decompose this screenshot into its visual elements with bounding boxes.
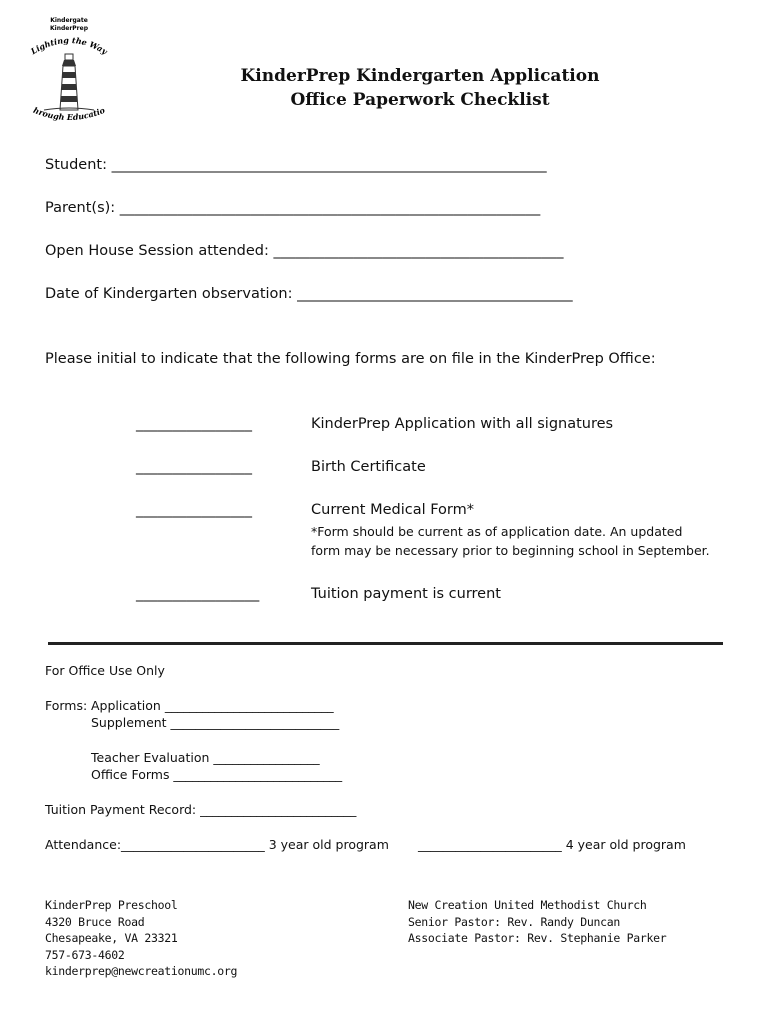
initial-blank-birth-certificate[interactable]: ________________ bbox=[136, 459, 252, 475]
section-divider bbox=[48, 642, 723, 645]
senior-pastor: Senior Pastor: Rev. Randy Duncan bbox=[408, 914, 620, 929]
school-street: 4320 Bruce Road bbox=[45, 914, 145, 929]
logo-line1: Kindergate bbox=[50, 17, 88, 24]
logo-arc-top: ighting the Wa bbox=[34, 34, 105, 54]
footer-school bbox=[45, 897, 237, 980]
office-supplement-field[interactable]: Supplement ___________________________ bbox=[91, 715, 340, 730]
checklist-item-tuition: Tuition payment is current bbox=[311, 586, 501, 602]
attendance-3yr-field[interactable]: _______________________ 3 year old program bbox=[121, 837, 389, 852]
school-phone: 757-673-4602 bbox=[45, 947, 125, 962]
initial-blank-medical-form[interactable]: ________________ bbox=[136, 502, 252, 518]
page-subtitle: Office Paperwork Checklist bbox=[290, 90, 550, 110]
medical-form-note-2: form may be necessary prior to beginning school in September. bbox=[311, 543, 710, 558]
checklist-item-application: KinderPrep Application with all signatures bbox=[311, 416, 614, 432]
initial-blank-tuition[interactable]: _________________ bbox=[136, 586, 260, 602]
office-forms-field[interactable]: Office Forms ___________________________ bbox=[91, 767, 343, 782]
church-name: New Creation United Methodist Church bbox=[408, 898, 647, 912]
tuition-payment-record-field[interactable]: Tuition Payment Record: _________________________ bbox=[45, 802, 357, 817]
school-city: Chesapeake, VA 23321 bbox=[45, 931, 178, 945]
attendance-4yr-field[interactable]: _______________________ 4 year old program bbox=[418, 837, 686, 852]
attendance-label: Attendance: bbox=[45, 837, 122, 852]
open-house-field[interactable]: Open House Session attended: ________________________________________ bbox=[45, 243, 564, 259]
logo bbox=[30, 14, 108, 128]
instructions-text: Please initial to indicate that the following forms are on file in the KinderPrep Office: bbox=[45, 351, 656, 367]
lighthouse-icon bbox=[30, 14, 108, 128]
school-email[interactable]: kinderprep@newcreationumc.org bbox=[45, 964, 238, 978]
student-field[interactable]: Student: ____________________________________________________________ bbox=[45, 157, 547, 173]
logo-arc-bottom: hrough Educatio bbox=[31, 104, 107, 123]
footer-church bbox=[408, 897, 666, 947]
observation-date-field[interactable]: Date of Kindergarten observation: ______________________________________ bbox=[45, 286, 573, 302]
checklist-item-medical-form: Current Medical Form* bbox=[311, 502, 475, 518]
office-use-heading: For Office Use Only bbox=[45, 663, 165, 678]
logo-line2: KinderPrep bbox=[49, 25, 89, 32]
forms-label: Forms: bbox=[45, 698, 88, 713]
initial-blank-application[interactable]: ________________ bbox=[136, 416, 252, 432]
parents-field[interactable]: Parent(s): __________________________________________________________ bbox=[45, 200, 541, 216]
checklist-item-birth-certificate: Birth Certificate bbox=[311, 459, 426, 475]
page-title: KinderPrep Kindergarten Application bbox=[240, 66, 600, 86]
office-teacher-evaluation-field[interactable]: Teacher Evaluation _________________ bbox=[91, 750, 320, 765]
medical-form-note-1: *Form should be current as of application date. An updated bbox=[311, 524, 683, 539]
associate-pastor: Associate Pastor: Rev. Stephanie Parker bbox=[408, 931, 667, 945]
school-name: KinderPrep Preschool bbox=[45, 898, 178, 912]
office-application-field[interactable]: Application ___________________________ bbox=[91, 698, 334, 713]
